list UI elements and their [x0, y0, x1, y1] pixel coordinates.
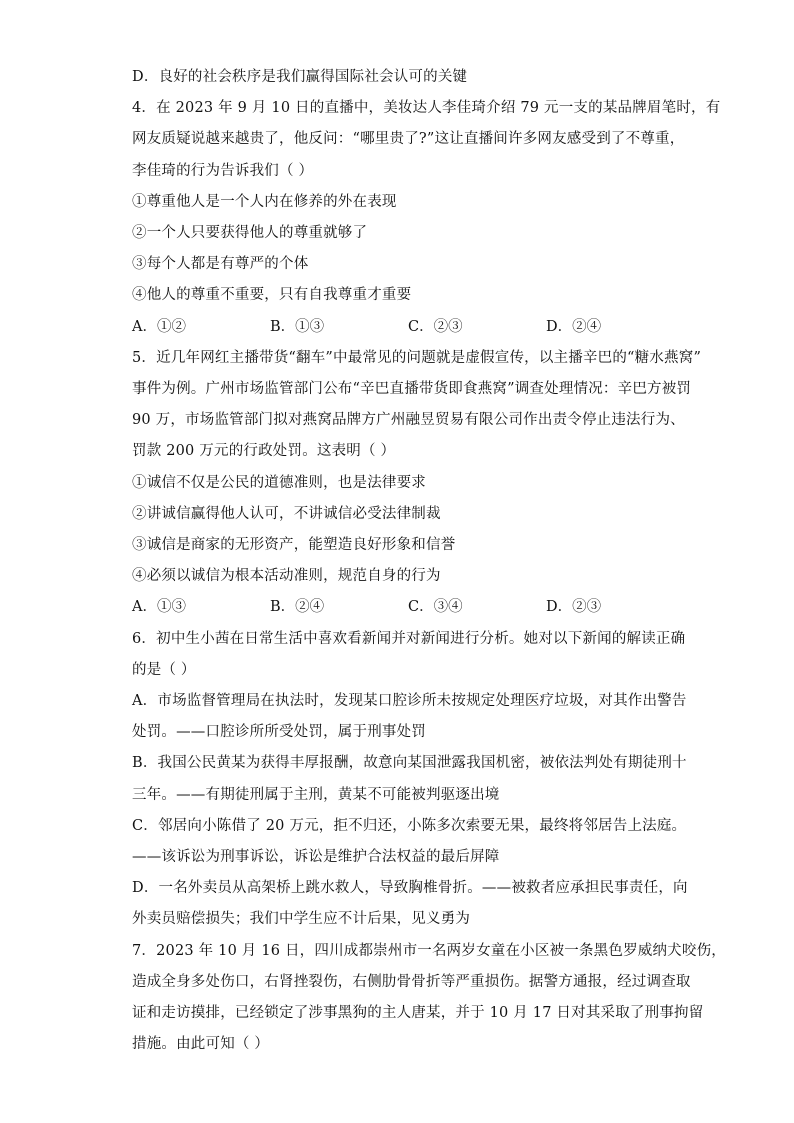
answer-option: C．③④: [408, 599, 463, 616]
text-line: 事件为例。广州市场监管部门公布“辛巴直播带货即食燕窝”调查处理情况：辛巴方被罚: [132, 381, 692, 398]
text-line: 处罚。——口腔诊所所受处罚，属于刑事处罚: [132, 724, 426, 741]
text-line: ③每个人都是有尊严的个体: [132, 256, 309, 273]
text-line: ①尊重他人是一个人内在修养的外在表现: [132, 193, 397, 210]
text-line: 造成全身多处伤口，右肾挫裂伤，右侧肋骨骨折等严重损伤。据警方通报，经过调查取: [132, 973, 691, 990]
text-line: D．一名外卖员从高架桥上跳水救人，导致胸椎骨折。——被救者应承担民事责任，向: [132, 880, 688, 897]
answer-option: B．①③: [270, 318, 325, 335]
text-line: 外卖员赔偿损失；我们中学生应不计后果，见义勇为: [132, 911, 471, 928]
text-line: A．市场监督管理局在执法时，发现某口腔诊所未按规定处理医疗垃圾，对其作出警告: [132, 693, 687, 710]
text-line: 证和走访摸排，已经锁定了涉事黑狗的主人唐某，并于 10 月 17 日对其采取了刑事拘留: [132, 1005, 704, 1022]
text-line: 7．2023 年 10 月 16 日，四川成都崇州市一名两岁女童在小区被一条黑色罗威纳犬咬伤，: [132, 942, 726, 959]
text-line: ②一个人只要获得他人的尊重就够了: [132, 225, 368, 242]
text-line: D．良好的社会秩序是我们赢得国际社会认可的关键: [132, 69, 468, 85]
text-line: ①诚信不仅是公民的道德准则，也是法律要求: [132, 474, 426, 491]
answer-option: C．②③: [408, 318, 463, 335]
text-line: 6．初中生小茜在日常生活中喜欢看新闻并对新闻进行分析。她对以下新闻的解读正确: [132, 630, 686, 647]
document-page: [132, 62, 726, 1061]
text-line: ②讲诚信赢得他人认可，不讲诚信必受法律制裁: [132, 505, 441, 522]
text-line: ③诚信是商家的无形资产，能塑造良好形象和信誉: [132, 537, 456, 554]
text-line: 的是（ ）: [132, 661, 196, 678]
text-line: 罚款 200 万元的行政处罚。这表明（ ）: [132, 443, 396, 460]
text-line: 措施。由此可知（ ）: [132, 1036, 270, 1053]
answer-option: A．①③: [132, 599, 186, 616]
answer-option: B．②④: [270, 599, 325, 616]
text-line: 网友质疑说越来越贵了，他反问：“哪里贵了?”这让直播间许多网友感受到了不尊重，: [132, 131, 685, 148]
answer-option: D．②④: [546, 318, 602, 335]
text-line: 90 万，市场监管部门拟对燕窝品牌方广州融昱贸易有限公司作出责令停止违法行为、: [132, 412, 685, 429]
text-line: ④必须以诚信为根本活动准则，规范自身的行为: [132, 568, 441, 585]
text-line: C．邻居向小陈借了 20 万元，拒不归还，小陈多次索要无果，最终将邻居告上法庭。: [132, 817, 687, 834]
text-line: 4．在 2023 年 9 月 10 日的直播中，美妆达人李佳琦介绍 79 元一支的某品牌眉笔时，有: [132, 100, 721, 117]
answer-option: A．①②: [132, 318, 186, 335]
text-line: 李佳琦的行为告诉我们（ ）: [132, 162, 314, 179]
answer-options-row: [132, 592, 672, 623]
text-line: B．我国公民黄某为获得丰厚报酬，故意向某国泄露我国机密，被依法判处有期徒刑十: [132, 755, 687, 772]
text-line: 三年。——有期徒刑属于主刑，黄某不可能被判驱逐出境: [132, 786, 500, 803]
answer-options-row: [132, 312, 672, 343]
text-line: ④他人的尊重不重要，只有自我尊重才重要: [132, 287, 412, 304]
answer-option: D．②③: [546, 599, 602, 616]
text-line: 5．近几年网红主播带货“翻车”中最常见的问题就是虚假宣传，以主播辛巴的“糖水燕窝”: [132, 349, 702, 366]
text-line: ——该诉讼为刑事诉讼，诉讼是维护合法权益的最后屏障: [132, 849, 500, 866]
